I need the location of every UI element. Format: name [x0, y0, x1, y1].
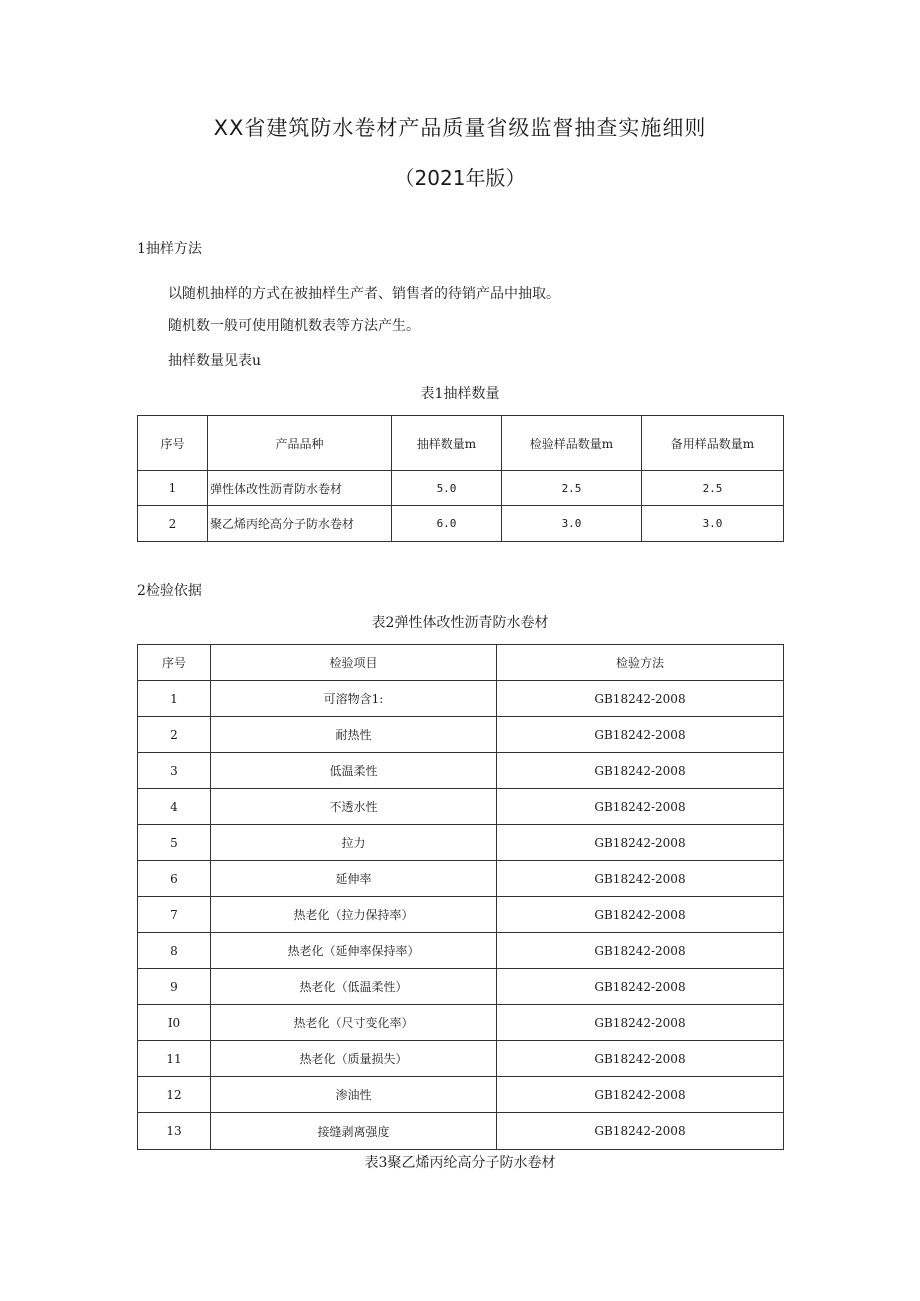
table-cell: 7 [138, 897, 211, 933]
table-row [138, 1077, 784, 1113]
table-cell: 4 [138, 789, 211, 825]
table-row [138, 471, 784, 506]
table-cell: GB18242-2008 [497, 681, 784, 717]
table-cell: 弹性体改性沥青防水卷材 [208, 471, 392, 506]
header-cell: 检验项目 [211, 645, 497, 681]
table-cell: 1 [138, 681, 211, 717]
header-cell: 序号 [138, 645, 211, 681]
table-cell: GB18242-2008 [497, 969, 784, 1005]
table-row [138, 969, 784, 1005]
header-cell: 抽样数量m [392, 416, 502, 471]
table-cell: 2.5 [642, 471, 784, 506]
table-cell: 8 [138, 933, 211, 969]
table-cell: 5.0 [392, 471, 502, 506]
table-row [138, 1041, 784, 1077]
table-cell: 热老化（拉力保持率） [211, 897, 497, 933]
table-row [138, 825, 784, 861]
table-cell: 11 [138, 1041, 211, 1077]
header-cell: 检验方法 [497, 645, 784, 681]
sampling-table [137, 415, 784, 542]
paragraph-1: 以随机抽样的方式在被抽样生产者、销售者的待销产品中抽取。 [168, 286, 560, 302]
inspection-table [137, 644, 784, 1150]
table-row [138, 1113, 784, 1150]
header-cell: 产品品种 [208, 416, 392, 471]
table-cell: GB18242-2008 [497, 753, 784, 789]
table-cell: 热老化（质量损失） [211, 1041, 497, 1077]
table-row [138, 789, 784, 825]
table-1-caption: 表1抽样数量 [420, 386, 500, 402]
document-title: XX省建筑防水卷材产品质量省级监督抽查实施细则 [213, 116, 707, 140]
table-cell: 6 [138, 861, 211, 897]
table-cell: 5 [138, 825, 211, 861]
table-row [138, 861, 784, 897]
section-2-heading: 2检验依据 [137, 583, 202, 599]
table-cell: GB18242-2008 [497, 1005, 784, 1041]
table-row [138, 681, 784, 717]
table-cell: 热老化（低温柔性） [211, 969, 497, 1005]
table-cell: 耐热性 [211, 717, 497, 753]
table-cell: 3.0 [502, 506, 642, 542]
table-3-caption: 表3聚乙烯丙纶高分子防水卷材 [364, 1155, 556, 1171]
table-cell: 热老化（延伸率保持率） [211, 933, 497, 969]
table-cell: GB18242-2008 [497, 1041, 784, 1077]
table-header-row [138, 645, 784, 681]
table-cell: 聚乙烯丙纶高分子防水卷材 [208, 506, 392, 542]
table-cell: GB18242-2008 [497, 825, 784, 861]
table-cell: GB18242-2008 [497, 1077, 784, 1113]
table-cell: 不透水性 [211, 789, 497, 825]
table-row [138, 933, 784, 969]
table-cell: GB18242-2008 [497, 1113, 784, 1150]
paragraph-2: 随机数一般可使用随机数表等方法产生。 [168, 318, 420, 334]
table-cell: 1 [138, 471, 208, 506]
table-cell: GB18242-2008 [497, 717, 784, 753]
table-cell: 低温柔性 [211, 753, 497, 789]
paragraph-3: 抽样数量见表u [168, 353, 262, 369]
table-cell: 13 [138, 1113, 211, 1150]
table-row [138, 1005, 784, 1041]
table-cell: 3.0 [642, 506, 784, 542]
document-subtitle: （2021年版） [394, 166, 526, 190]
table-cell: 拉力 [211, 825, 497, 861]
table-cell: 6.0 [392, 506, 502, 542]
table-cell: I0 [138, 1005, 211, 1041]
table-cell: GB18242-2008 [497, 933, 784, 969]
table-cell: 2 [138, 717, 211, 753]
header-cell: 检验样品数量m [502, 416, 642, 471]
header-cell: 序号 [138, 416, 208, 471]
table-cell: GB18242-2008 [497, 897, 784, 933]
table-cell: 渗油性 [211, 1077, 497, 1113]
table-cell: 3 [138, 753, 211, 789]
table-cell: 可溶物含1: [211, 681, 497, 717]
table-cell: 延伸率 [211, 861, 497, 897]
table-cell: GB18242-2008 [497, 789, 784, 825]
section-1-heading: 1抽样方法 [137, 241, 202, 257]
table-row [138, 506, 784, 542]
table-cell: 接缝剥离强度 [211, 1113, 497, 1150]
table-header-row [138, 416, 784, 471]
table-cell: 热老化（尺寸变化率） [211, 1005, 497, 1041]
header-cell: 备用样品数量m [642, 416, 784, 471]
table-row [138, 897, 784, 933]
table-row [138, 753, 784, 789]
table-cell: 12 [138, 1077, 211, 1113]
table-cell: 2 [138, 506, 208, 542]
table-row [138, 717, 784, 753]
table-cell: 9 [138, 969, 211, 1005]
table-cell: 2.5 [502, 471, 642, 506]
table-2-caption: 表2弹性体改性沥青防水卷材 [371, 615, 549, 631]
table-cell: GB18242-2008 [497, 861, 784, 897]
